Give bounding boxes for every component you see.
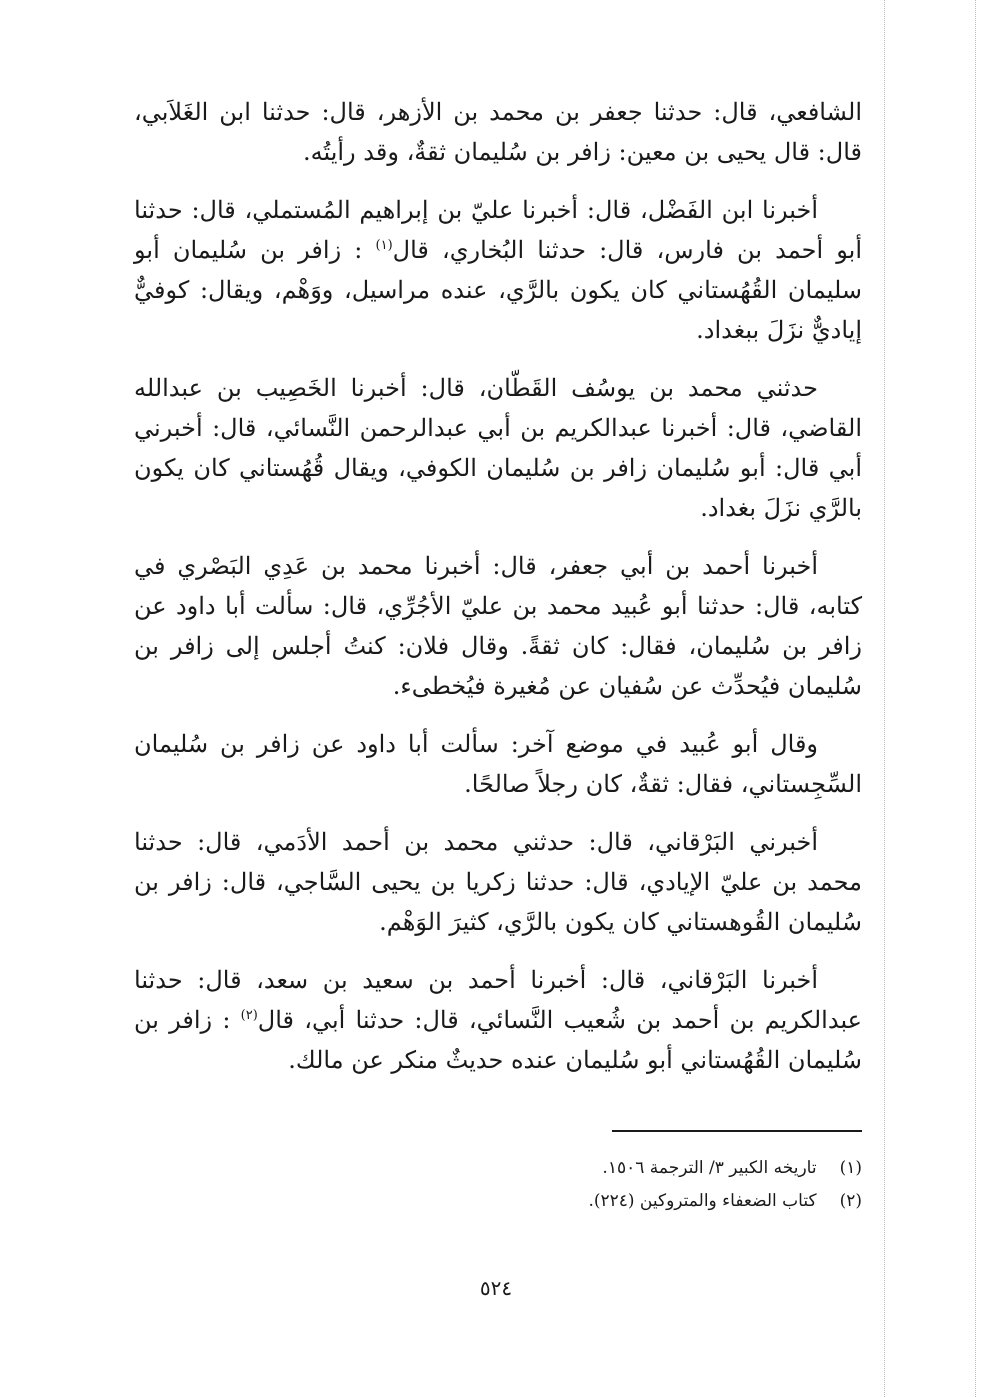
- text-line: [134, 230, 862, 270]
- text-line: إياديٌّ نزَلَ ببغداد.: [696, 316, 862, 344]
- text-line: زافر بن سُليمان، فقال: كان ثقةً. وقال فلان: كنتُ أجلس إلى زافر بن: [134, 632, 862, 660]
- scan-edge-mark: [975, 0, 976, 1397]
- text-line: بالرَّي نزَلَ بغداد.: [700, 494, 862, 522]
- text-line: محمد بن عليّ الإيادي، قال: حدثنا زكريا بن يحيى السَّاجي، قال: زافر بن: [134, 868, 862, 896]
- text-line: أخبرنا البَرْقاني، قال: أخبرنا أحمد بن سعيد بن سعد، قال: حدثنا: [134, 966, 818, 994]
- paragraph: [134, 960, 862, 1080]
- text-line: القاضي، قال: أخبرنا عبدالكريم بن أبي عبدالرحمن النَّسائي، قال: أخبرني: [134, 414, 862, 442]
- text-line: وقال أبو عُبيد في موضع آخر: سألت أبا داود عن زافر بن سُليمان: [134, 730, 818, 758]
- page-number: ٥٢٤: [479, 1276, 513, 1300]
- text-segment: : زافر بن سُليمان أبو: [134, 236, 363, 264]
- paragraph: [134, 92, 862, 172]
- footnote-separator: [612, 1130, 862, 1132]
- text-line: [134, 1000, 862, 1040]
- paragraph: [134, 546, 862, 706]
- text-line: أخبرنا أحمد بن أبي جعفر، قال: أخبرنا محمد بن عَدِي البَصْري في: [134, 552, 818, 580]
- text-line: الشافعي، قال: حدثنا جعفر بن محمد بن الأزهر، قال: حدثنا ابن الغَلاَبي،: [134, 98, 862, 126]
- text-segment: عبدالكريم بن أحمد بن شُعيب النَّسائي، قال: حدثنا أبي، قال: [257, 1006, 863, 1034]
- text-segment: : زافر بن: [134, 1006, 231, 1034]
- footnote-text: كتاب الضعفاء والمتروكين (٢٢٤).: [588, 1191, 817, 1211]
- text-line: سُليمان فيُحدِّث عن سُفيان عن مُغيرة فيُخطىء.: [392, 672, 862, 700]
- footnote-number: (٢): [839, 1191, 862, 1211]
- footnotes: [440, 1152, 862, 1218]
- footnote-item: [440, 1185, 862, 1218]
- text-line: سليمان القُهُستاني كان يكون بالرَّي، عنده مراسيل، ووَهْم، ويقال: كوفيٌّ: [134, 276, 862, 304]
- text-line: سُليمان القُهُستاني أبو سُليمان عنده حديثٌ منكر عن مالك.: [288, 1046, 862, 1074]
- text-line: سُليمان القُوهستاني كان يكون بالرَّي، كثيرَ الوَهْم.: [379, 908, 862, 936]
- body-text: [134, 92, 862, 1098]
- text-line: أبي قال: أبو سُليمان زافر بن سُليمان الكوفي، ويقال قُهُستاني كان يكون: [134, 454, 863, 482]
- paragraph: [134, 724, 862, 804]
- footnote-item: [440, 1152, 862, 1185]
- footnote-reference[interactable]: (١): [375, 238, 393, 253]
- footnote-number: (١): [839, 1158, 862, 1178]
- text-line: قال: قال يحيى بن معين: زافر بن سُليمان ثقةٌ، وقد رأيتُه.: [302, 138, 862, 166]
- text-line: أخبرنا ابن الفَضْل، قال: أخبرنا عليّ بن إبراهيم المُستملي، قال: حدثنا: [134, 196, 818, 224]
- text-segment: أبو أحمد بن فارس، قال: حدثنا البُخاري، قال: [392, 236, 862, 264]
- text-line: حدثني محمد بن يوسُف القَطّان، قال: أخبرنا الخَصِيب بن عبدالله: [134, 374, 818, 402]
- paragraph: [134, 190, 862, 350]
- footnote-reference[interactable]: (٢): [240, 1008, 258, 1023]
- text-line: كتابه، قال: حدثنا أبو عُبيد محمد بن عليّ الأجُرِّي، قال: سألت أبا داود عن: [134, 592, 862, 620]
- footnote-text: تاريخه الكبير ٣/ الترجمة ١٥٠٦.: [602, 1158, 817, 1178]
- paragraph: [134, 822, 862, 942]
- text-line: أخبرني البَرْقاني، قال: حدثني محمد بن أحمد الأدَمي، قال: حدثنا: [134, 828, 818, 856]
- text-line: السِّجِستاني، فقال: ثقةٌ، كان رجلاً صالحًا.: [464, 770, 862, 798]
- paragraph: [134, 368, 862, 528]
- scan-edge-mark: [884, 0, 885, 1397]
